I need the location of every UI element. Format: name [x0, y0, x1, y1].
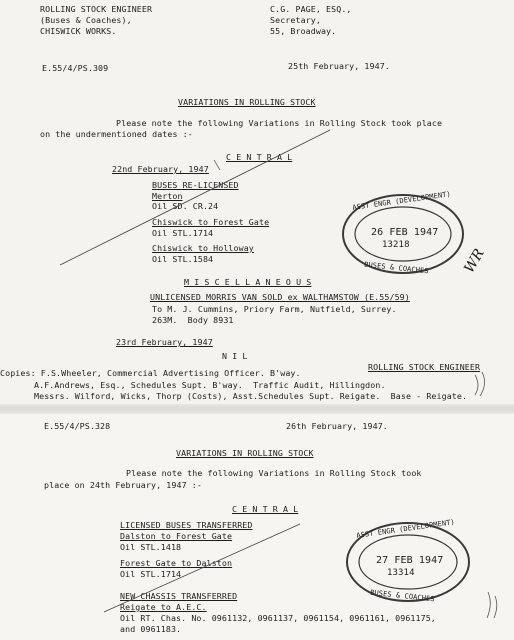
- memo1-title: VARIATIONS IN ROLLING STOCK: [178, 97, 316, 107]
- merton-label: Merton: [152, 191, 183, 201]
- chiswick-holloway-detail: Oil STL.1584: [152, 254, 214, 264]
- signature-block: ROLLING STOCK ENGINEER: [368, 362, 481, 372]
- sender-line-2: (Buses & Coaches),: [40, 15, 132, 25]
- memo1-intro-line-2: on the undermentioned dates :-: [40, 129, 193, 139]
- stamp-date: 26 FEB 1947: [371, 227, 439, 238]
- new-chassis-heading: NEW CHASSIS TRANSFERRED: [120, 591, 238, 601]
- stamp2-date: 27 FEB 1947: [376, 555, 444, 566]
- handwritten-initials: WR: [461, 246, 488, 276]
- stamp2-department: ASST ENGR (DEVELOPMENT): [355, 518, 456, 540]
- copies-line-3: Messrs. Wilford, Wicks, Thorp (Costs), Asst.Schedules Supt. Reigate. Base - Reigate.: [34, 391, 468, 401]
- forest-gate-dalston-detail: Oil STL.1714: [120, 569, 182, 579]
- dalston-forest-gate-detail: Oil STL.1418: [120, 542, 182, 552]
- memo1-date: 25th February, 1947.: [288, 61, 390, 71]
- unlicensed-van-line: UNLICENSED MORRIS VAN SOLD ex WALTHAMSTOW (E.55/59): [150, 292, 410, 302]
- sender-line-1: ROLLING STOCK ENGINEER: [40, 4, 153, 14]
- memo1-central-heading: C E N T R A L: [226, 152, 293, 162]
- memo2-intro-line-2: place on 24th February, 1947 :-: [44, 480, 202, 490]
- copies-line-1: Copies: F.S.Wheeler, Commercial Advertising Officer. B'way.: [0, 368, 301, 378]
- chassis-numbers-line-2: and 0961183.: [120, 624, 182, 634]
- date-23-feb: 23rd February, 1947: [116, 337, 213, 347]
- memo1-reference: E.55/4/PS.309: [42, 63, 109, 73]
- recipient-line-2: Secretary,: [270, 15, 321, 25]
- stamp-division: BUSES & COACHES: [363, 260, 429, 276]
- misc-heading: M I S C E L L A N E O U S: [184, 277, 312, 287]
- van-detail: 263M. Body 8931: [152, 315, 234, 325]
- reigate-aec: Reigate to A.E.C.: [120, 602, 207, 612]
- memo2-title: VARIATIONS IN ROLLING STOCK: [176, 448, 314, 458]
- nil-text: N I L: [222, 351, 248, 361]
- chiswick-forest-gate-detail: Oil STL.1714: [152, 228, 214, 238]
- dalston-forest-gate: Dalston to Forest Gate: [120, 531, 233, 541]
- buyer-line: To M. J. Cummins, Priory Farm, Nutfield, Surrey.: [152, 304, 397, 314]
- recipient-line-3: 55, Broadway.: [270, 26, 337, 36]
- stamp2-number: 13314: [387, 568, 415, 578]
- page-separator: [0, 404, 514, 414]
- stamp2-division: BUSES & COACHES: [369, 588, 435, 604]
- memo2-central-heading: C E N T R A L: [232, 504, 299, 514]
- date-22-feb: 22nd February, 1947: [112, 164, 209, 174]
- recipient-line-1: C.G. PAGE, ESQ.,: [270, 4, 352, 14]
- memo2-intro-line-1: Please note the following Variations in Rolling Stock took: [126, 468, 422, 478]
- sender-line-3: CHISWICK WORKS.: [40, 26, 117, 36]
- pencil-strike-marks-2: [0, 414, 514, 640]
- copies-line-2: A.F.Andrews, Esq., Schedules Supt. B'way. Traffic Audit, Hillingdon.: [34, 380, 386, 390]
- buses-relicensed-heading: BUSES RE-LICENSED: [152, 180, 239, 190]
- chiswick-forest-gate: Chiswick to Forest Gate: [152, 217, 270, 227]
- memo1-intro-line-1: Please note the following Variations in Rolling Stock took place: [116, 118, 443, 128]
- chassis-numbers-line-1: Oil RT. Chas. No. 0961132, 0961137, 0961154, 0961161, 0961175,: [120, 613, 436, 623]
- stamp-number: 13218: [382, 240, 410, 250]
- memo2-reference: E.55/4/PS.328: [44, 421, 111, 431]
- merton-detail: Oil SD. CR.24: [152, 201, 219, 211]
- chiswick-holloway: Chiswick to Holloway: [152, 243, 254, 253]
- licensed-transferred-heading: LICENSED BUSES TRANSFERRED: [120, 520, 253, 530]
- stamp-department: ASST ENGR (DEVELOPMENT): [351, 190, 452, 212]
- memo2-date: 26th February, 1947.: [286, 421, 388, 431]
- forest-gate-dalston: Forest Gate to Dalston: [120, 558, 233, 568]
